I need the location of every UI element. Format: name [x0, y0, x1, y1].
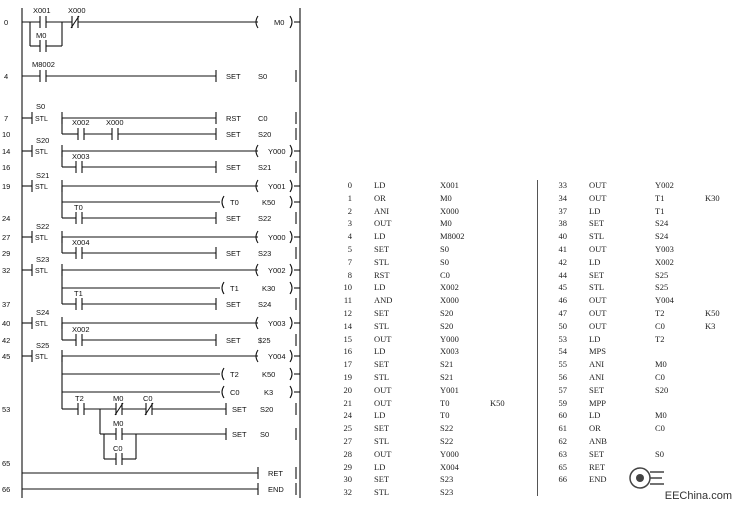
- opcode: LD: [589, 333, 601, 344]
- contact-label: S20: [36, 136, 50, 145]
- listing-row: [330, 449, 535, 462]
- instruction-label: SET: [226, 163, 241, 172]
- instruction-listing: [330, 180, 740, 498]
- opcode: OUT: [589, 320, 607, 331]
- step-number: 63: [558, 448, 567, 459]
- step-number: 0: [4, 18, 9, 27]
- step-number: 16: [2, 163, 11, 172]
- opcode: MPP: [589, 397, 607, 408]
- opcode: SET: [374, 308, 390, 318]
- listing-row: [545, 206, 740, 219]
- operand: T2: [655, 308, 665, 318]
- listing-row: [545, 257, 740, 270]
- step-number: 60: [558, 410, 567, 421]
- contact-label: S23: [36, 255, 50, 264]
- column-divider: [537, 180, 538, 496]
- instruction-label: SET: [232, 405, 247, 414]
- constant: K50: [490, 397, 505, 408]
- step-number: 37: [558, 205, 567, 216]
- opcode: LD: [589, 410, 601, 421]
- listing-row: [545, 410, 740, 423]
- step-number: 21: [343, 397, 352, 408]
- step-number: 33: [558, 180, 567, 190]
- stl-label: STL: [35, 149, 48, 156]
- operand: M0: [655, 410, 667, 421]
- instruction-operand: S0: [260, 430, 270, 439]
- listing-row: [330, 180, 535, 193]
- step-number: 37: [2, 300, 11, 309]
- operand: Y003: [655, 244, 674, 254]
- opcode: OUT: [589, 192, 607, 203]
- constant: K3: [705, 320, 716, 331]
- step-number: 30: [343, 474, 352, 485]
- opcode: SET: [374, 423, 390, 434]
- listing-row: [330, 270, 535, 283]
- opcode: LD: [589, 256, 601, 267]
- step-number: 27: [343, 436, 352, 446]
- coil-label: T2: [230, 370, 239, 379]
- operand: S23: [440, 487, 454, 498]
- coil-label: T1: [230, 284, 239, 293]
- step-number: 28: [343, 448, 352, 459]
- step-number: 7: [347, 256, 352, 267]
- step-number: 47: [558, 308, 567, 318]
- listing-row: [545, 231, 740, 244]
- opcode: STL: [374, 256, 390, 267]
- step-number: 2: [347, 205, 352, 216]
- contact-label: X003: [72, 152, 90, 161]
- opcode: STL: [374, 320, 390, 331]
- contact-label: X000: [68, 6, 86, 15]
- instruction-operand: C0: [258, 114, 268, 123]
- constant: K30: [705, 192, 720, 203]
- watermark: EEChina.com: [664, 490, 732, 502]
- contact-label: T0: [74, 203, 83, 212]
- opcode: STL: [374, 487, 390, 498]
- listing-row: [330, 244, 535, 257]
- listing-row: [330, 462, 535, 475]
- instruction-operand: S24: [258, 300, 272, 309]
- step-number: 1: [347, 192, 352, 203]
- contact-label: X000: [106, 118, 124, 127]
- operand: C0: [440, 269, 450, 280]
- listing-row: [545, 334, 740, 347]
- operand: T1: [655, 192, 665, 203]
- contact-label: C0: [143, 394, 153, 403]
- opcode: AND: [374, 295, 393, 306]
- opcode: SET: [374, 244, 390, 254]
- listing-row: [545, 385, 740, 398]
- opcode: LD: [374, 346, 386, 357]
- step-number: 66: [2, 485, 11, 494]
- listing-row: [330, 334, 535, 347]
- opcode: OR: [374, 192, 386, 203]
- listing-row: [545, 193, 740, 206]
- ladder-diagram: [0, 0, 330, 510]
- listing-row: [330, 423, 535, 436]
- listing-row: [545, 449, 740, 462]
- step-number: 53: [2, 405, 11, 414]
- timer-constant: K50: [262, 198, 276, 207]
- opcode: OUT: [589, 295, 607, 306]
- opcode: END: [589, 474, 607, 485]
- opcode: SET: [374, 359, 390, 370]
- coil-label: Y004: [268, 352, 286, 361]
- step-number: 57: [558, 384, 567, 395]
- listing-row: [545, 359, 740, 372]
- listing-row: [545, 346, 740, 359]
- step-number: 46: [558, 295, 567, 306]
- step-number: 0: [347, 180, 352, 190]
- coil-label: M0: [274, 18, 285, 27]
- step-number: 62: [558, 436, 567, 446]
- contact-label: M0: [36, 31, 47, 40]
- listing-row: [545, 270, 740, 283]
- step-number: 10: [343, 282, 352, 293]
- step-number: 66: [558, 474, 567, 485]
- opcode: OUT: [589, 308, 607, 318]
- instruction-label: SET: [226, 214, 241, 223]
- opcode: SET: [589, 218, 605, 229]
- instruction-label: SET: [226, 336, 241, 345]
- step-number: 65: [2, 459, 11, 468]
- operand: X003: [440, 346, 459, 357]
- contact-label: S24: [36, 308, 50, 317]
- contact-label: T1: [74, 289, 83, 298]
- contact-label: S0: [36, 102, 46, 111]
- opcode: ANI: [589, 359, 605, 370]
- listing-row: [545, 308, 740, 321]
- step-number: 59: [558, 397, 567, 408]
- opcode: STL: [589, 282, 605, 293]
- step-number: 29: [2, 249, 11, 258]
- opcode: SET: [589, 269, 605, 280]
- opcode: STL: [589, 231, 605, 242]
- opcode: SET: [374, 474, 390, 485]
- listing-row: [545, 218, 740, 231]
- operand: X004: [440, 461, 459, 472]
- operand: S21: [440, 372, 454, 382]
- listing-row: [330, 436, 535, 449]
- step-number: 11: [343, 295, 352, 306]
- operand: X002: [655, 256, 674, 267]
- opcode: SET: [589, 448, 605, 459]
- instruction-operand: S0: [258, 72, 268, 81]
- operand: S25: [655, 282, 669, 293]
- opcode: STL: [374, 436, 390, 446]
- listing-row: [330, 218, 535, 231]
- instruction-operand: $25: [258, 336, 271, 345]
- step-number: 24: [343, 410, 352, 421]
- step-number: 20: [343, 384, 352, 395]
- opcode: LD: [374, 231, 386, 242]
- step-number: 17: [343, 359, 352, 370]
- operand: M0: [655, 359, 667, 370]
- listing-row: [330, 474, 535, 487]
- timer-constant: K30: [262, 284, 276, 293]
- stl-label: STL: [35, 116, 48, 123]
- step-number: 38: [558, 218, 567, 229]
- opcode: OUT: [374, 397, 392, 408]
- operand: S22: [440, 436, 454, 446]
- listing-row: [545, 423, 740, 436]
- step-number: 15: [343, 333, 352, 344]
- listing-row: [330, 359, 535, 372]
- instruction-label: SET: [226, 130, 241, 139]
- listing-row: [330, 385, 535, 398]
- step-number: 45: [2, 352, 11, 361]
- step-number: 50: [558, 320, 567, 331]
- opcode: SET: [589, 384, 605, 395]
- step-number: 7: [4, 114, 9, 123]
- step-number: 24: [2, 214, 11, 223]
- step-number: 32: [2, 266, 11, 275]
- operand: Y004: [655, 295, 674, 306]
- step-number: 54: [558, 346, 567, 357]
- listing-row: [330, 193, 535, 206]
- operand: M8002: [440, 231, 465, 242]
- opcode: RET: [589, 461, 606, 472]
- instruction-label: RET: [268, 469, 283, 478]
- opcode: ANI: [589, 372, 605, 382]
- step-number: 61: [558, 423, 567, 434]
- operand: T0: [440, 397, 450, 408]
- operand: M0: [440, 192, 452, 203]
- listing-row: [545, 372, 740, 385]
- opcode: ANI: [374, 205, 390, 216]
- operand: S20: [655, 384, 669, 395]
- instruction-label: END: [268, 485, 284, 494]
- contact-label: S25: [36, 341, 50, 350]
- operand: S23: [440, 474, 454, 485]
- step-number: 65: [558, 461, 567, 472]
- operand: C0: [655, 372, 665, 382]
- opcode: OUT: [374, 218, 392, 229]
- listing-row: [330, 398, 535, 411]
- step-number: 42: [558, 256, 567, 267]
- listing-row: [545, 321, 740, 334]
- operand: Y000: [440, 333, 459, 344]
- operand: S20: [440, 308, 454, 318]
- opcode: LD: [374, 180, 386, 190]
- listing-row: [545, 180, 740, 193]
- operand: S20: [440, 320, 454, 331]
- operand: C0: [655, 423, 665, 434]
- contact-label: T2: [75, 394, 84, 403]
- instruction-operand: S20: [260, 405, 274, 414]
- coil-label: Y003: [268, 319, 286, 328]
- contact-label: X001: [33, 6, 51, 15]
- instruction-operand: S23: [258, 249, 272, 258]
- coil-label: Y000: [268, 233, 286, 242]
- opcode: OUT: [589, 180, 607, 190]
- opcode: OUT: [374, 448, 392, 459]
- operand: S0: [440, 256, 449, 267]
- operand: S24: [655, 231, 669, 242]
- step-number: 44: [558, 269, 567, 280]
- listing-row: [330, 321, 535, 334]
- listing-row: [330, 257, 535, 270]
- operand: X000: [440, 295, 459, 306]
- instruction-operand: S22: [258, 214, 272, 223]
- step-number: 16: [343, 346, 352, 357]
- opcode: ANB: [589, 436, 607, 446]
- contact-label: M8002: [32, 60, 55, 69]
- opcode: OUT: [374, 333, 392, 344]
- opcode: MPS: [589, 346, 607, 357]
- coil-label: Y000: [268, 147, 286, 156]
- contact-label: X002: [72, 118, 90, 127]
- step-number: 42: [2, 336, 11, 345]
- step-number: 10: [2, 130, 11, 139]
- step-number: 27: [2, 233, 11, 242]
- operand: S22: [440, 423, 454, 434]
- step-number: 41: [558, 244, 567, 254]
- step-number: 40: [558, 231, 567, 242]
- operand: X001: [440, 180, 459, 190]
- constant: K50: [705, 308, 720, 318]
- step-number: 4: [4, 72, 9, 81]
- instruction-label: SET: [226, 72, 241, 81]
- step-number: 29: [343, 461, 352, 472]
- operand: S21: [440, 359, 454, 370]
- listing-row: [330, 206, 535, 219]
- step-number: 32: [343, 487, 352, 498]
- stl-label: STL: [35, 184, 48, 191]
- listing-row: [330, 410, 535, 423]
- operand: X002: [440, 282, 459, 293]
- step-number: 3: [347, 218, 352, 229]
- step-number: 19: [343, 372, 352, 382]
- opcode: RST: [374, 269, 390, 280]
- listing-row: [545, 398, 740, 411]
- listing-row: [330, 372, 535, 385]
- operand: S0: [440, 244, 449, 254]
- listing-row: [330, 282, 535, 295]
- opcode: OUT: [374, 384, 392, 395]
- listing-row: [330, 308, 535, 321]
- stl-label: STL: [35, 235, 48, 242]
- operand: T2: [655, 333, 665, 344]
- instruction-label: RST: [226, 114, 241, 123]
- step-number: 53: [558, 333, 567, 344]
- contact-label: X002: [72, 325, 90, 334]
- operand: S24: [655, 218, 669, 229]
- step-number: 45: [558, 282, 567, 293]
- step-number: 34: [558, 192, 567, 203]
- step-number: 5: [347, 244, 352, 254]
- listing-row: [545, 436, 740, 449]
- contact-label: M0: [113, 419, 124, 428]
- instruction-label: SET: [226, 249, 241, 258]
- operand: Y001: [440, 384, 459, 395]
- step-number: 14: [2, 147, 11, 156]
- operand: S0: [655, 448, 664, 459]
- eechina-logo-icon: [628, 466, 668, 490]
- operand: M0: [440, 218, 452, 229]
- listing-row: [330, 487, 535, 500]
- stl-label: STL: [35, 321, 48, 328]
- contact-label: X004: [72, 238, 90, 247]
- step-number: 12: [343, 308, 352, 318]
- coil-label: C0: [230, 388, 240, 397]
- counter-constant: K3: [264, 388, 274, 397]
- step-number: 19: [2, 182, 11, 191]
- instruction-operand: S20: [258, 130, 272, 139]
- coil-label: Y001: [268, 182, 286, 191]
- opcode: LD: [589, 205, 601, 216]
- operand: S25: [655, 269, 669, 280]
- operand: Y000: [440, 448, 459, 459]
- operand: T0: [440, 410, 450, 421]
- opcode: LD: [374, 461, 386, 472]
- step-number: 55: [558, 359, 567, 370]
- instruction-label: SET: [226, 300, 241, 309]
- contact-label: M0: [113, 394, 124, 403]
- stl-label: STL: [35, 268, 48, 275]
- instruction-label: SET: [232, 430, 247, 439]
- step-number: 40: [2, 319, 11, 328]
- step-number: 25: [343, 423, 352, 434]
- listing-row: [330, 346, 535, 359]
- listing-row: [330, 231, 535, 244]
- contact-label: S22: [36, 222, 50, 231]
- opcode: LD: [374, 410, 386, 421]
- opcode: OUT: [589, 244, 607, 254]
- opcode: STL: [374, 372, 390, 382]
- instruction-operand: S21: [258, 163, 272, 172]
- operand: X000: [440, 205, 459, 216]
- coil-label: Y002: [268, 266, 286, 275]
- contact-label: C0: [113, 444, 123, 453]
- operand: T1: [655, 205, 665, 216]
- opcode: OR: [589, 423, 601, 434]
- listing-row: [330, 295, 535, 308]
- listing-row: [545, 282, 740, 295]
- stl-label: STL: [35, 354, 48, 361]
- listing-row: [545, 244, 740, 257]
- operand: C0: [655, 320, 665, 331]
- coil-label: T0: [230, 198, 239, 207]
- step-number: 4: [347, 231, 352, 242]
- contact-label: S21: [36, 171, 50, 180]
- step-number: 8: [347, 269, 352, 280]
- operand: Y002: [655, 180, 674, 190]
- timer-constant: K50: [262, 370, 276, 379]
- step-number: 14: [343, 320, 352, 331]
- listing-row: [545, 295, 740, 308]
- step-number: 56: [558, 372, 567, 382]
- opcode: LD: [374, 282, 386, 293]
